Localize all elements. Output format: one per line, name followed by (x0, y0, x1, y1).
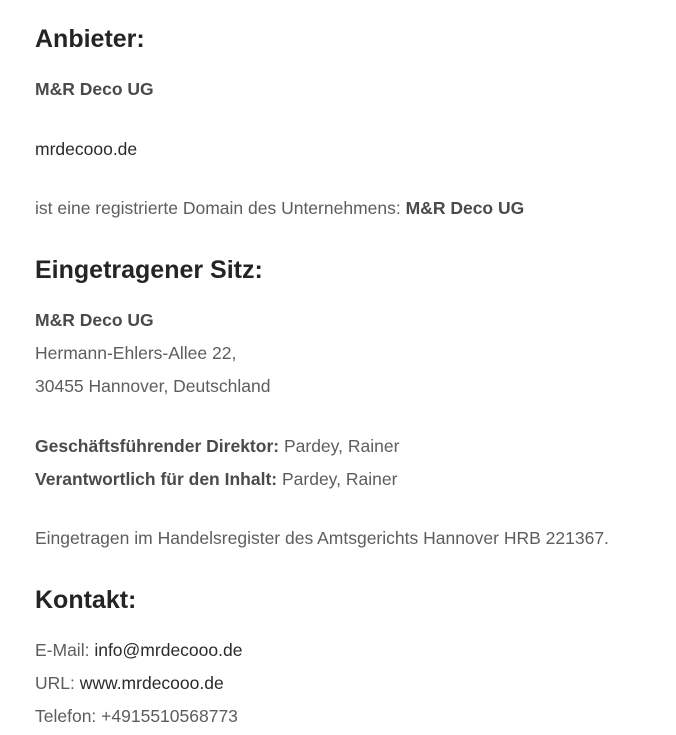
email-label: E-Mail: (35, 640, 90, 660)
domain-registration-text: ist eine registrierte Domain des Unternehmens: (35, 198, 401, 218)
email-link[interactable]: info@mrdecooo.de (94, 640, 243, 660)
kontakt-heading: Kontakt: (35, 586, 137, 614)
anbieter-heading: Anbieter: (35, 25, 145, 53)
responsible-line (35, 468, 397, 490)
domain-registration-company: M&R Deco UG (405, 198, 525, 218)
responsible-value: Pardey, Rainer (281, 469, 398, 489)
phone-value: +4915510568773 (101, 706, 238, 726)
register-text: Eingetragen im Handelsregister des Amtsgerichts Hannover HRB 221367. (35, 528, 609, 548)
director-line (35, 435, 399, 457)
url-label: URL: (35, 673, 75, 693)
director-label: Geschäftsführender Direktor: (35, 436, 280, 456)
domain-registration-line (35, 197, 524, 219)
sitz-city: 30455 Hannover, Deutschland (35, 376, 271, 396)
phone-line (35, 705, 238, 727)
anbieter-domain: mrdecooo.de (35, 139, 138, 159)
responsible-label: Verantwortlich für den Inhalt: (35, 469, 278, 489)
phone-label: Telefon: (35, 706, 97, 726)
url-link[interactable]: www.mrdecooo.de (79, 673, 224, 693)
sitz-company: M&R Deco UG (35, 310, 154, 330)
email-line (35, 639, 242, 661)
director-value: Pardey, Rainer (283, 436, 400, 456)
anbieter-company: M&R Deco UG (35, 79, 154, 99)
url-line (35, 672, 224, 694)
sitz-street: Hermann-Ehlers-Allee 22, (35, 343, 237, 363)
sitz-heading: Eingetragener Sitz: (35, 256, 263, 284)
